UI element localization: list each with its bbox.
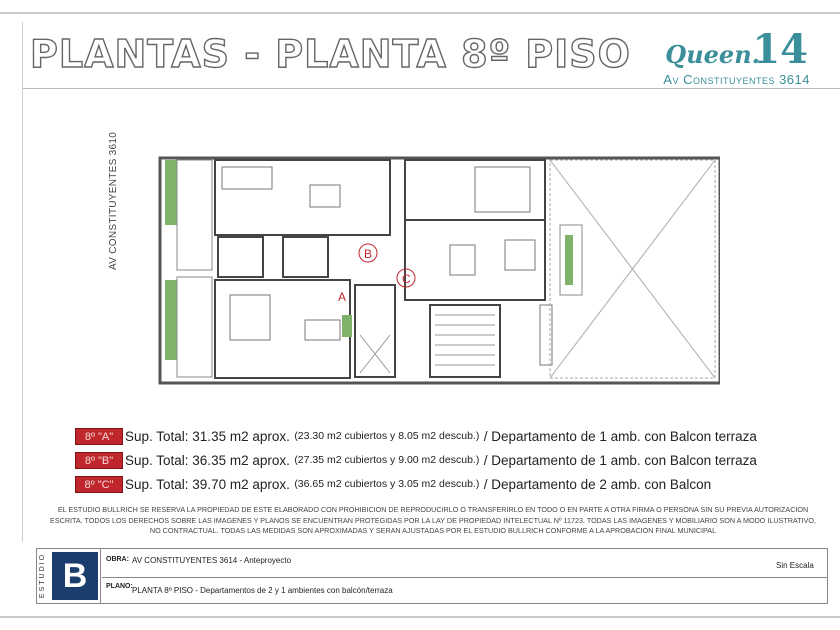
scale-label: Sin Escala	[776, 561, 814, 570]
plant-c	[565, 235, 573, 285]
unit-description: / Departamento de 1 amb. con Balcon terraza	[483, 452, 757, 468]
bottom-border	[0, 616, 840, 618]
obra-label: OBRA:	[106, 556, 129, 563]
balcony-b	[177, 277, 212, 377]
elevator-core	[355, 285, 395, 377]
unit-row-b	[75, 449, 775, 471]
unit-label-a: A	[338, 290, 347, 304]
estudio-text: ESTUDIO	[39, 552, 47, 599]
table-a	[305, 320, 340, 340]
bed-c	[475, 167, 530, 212]
stair-treads	[435, 315, 495, 365]
bath-1	[218, 237, 263, 277]
brand-logo	[660, 26, 810, 90]
street-label: AV CONSTITUYENTES 3610	[108, 131, 119, 270]
balcony-a	[177, 160, 212, 270]
unit-row-a	[75, 425, 775, 447]
plano-label: PLANO:	[106, 583, 133, 590]
obra-value: AV CONSTITUYENTES 3614 - Anteproyecto	[132, 556, 292, 565]
page-title: PLANTAS - PLANTA 8º PISO	[30, 32, 631, 76]
unit-label-b: B	[364, 247, 373, 261]
plant-a	[342, 315, 352, 337]
unit-b-living	[215, 160, 390, 235]
unit-description: / Departamento de 1 amb. con Balcon terraza	[483, 428, 757, 444]
unit-row-c	[75, 473, 775, 495]
bath-2	[283, 237, 328, 277]
legal-disclaimer: EL ESTUDIO BULLRICH SE RESERVA LA PROPIEDAD DE ESTE ELABORADO CON PROHIBICION DE REPRODUCIRLO O TRANSFERIRLO EN TODO O EN PARTE A OTRA FIRMA O PERSONA SIN SU PREVIA AUTORIZACION ESCRITA. TODOS LOS DERECHOS SOBRE LAS IMAGENES Y PLANOS SE ENCUENTRAN PROTEGIDAS POR LA LAY DE PROPIEDAD INTELECTUAL Nº 11723. TODAS LAS IMAGENES Y MOBILIARIO SON A MODO ILUSTRATIVO, NO CONTRACTUAL. TODAS LAS MEDIDAS SON APROXIMADAS Y SERAN AJUSTADAS POR EL ESTUDIO BULLRICH CONFORME A LA APROBACION FINAL MUNICIPAL	[50, 505, 816, 535]
estudio-label	[38, 552, 48, 602]
bed-a	[230, 295, 270, 340]
logo-number: 14	[752, 26, 808, 73]
plano-value: PLANTA 8º PISO - Departamentos de 2 y 1 ambientes con balcón/terraza	[132, 586, 393, 595]
studio-logo: B	[52, 552, 98, 600]
unit-badge: 8º "B"	[75, 452, 123, 469]
title-block-divider-v	[100, 548, 101, 604]
unit-description: / Departamento de 2 amb. con Balcon	[483, 476, 712, 492]
floor-plan-drawing	[110, 155, 720, 385]
unit-detail: (36.65 m2 cubiertos y 3.05 m2 descub.)	[294, 478, 480, 490]
unit-label-c: C	[402, 272, 411, 286]
unit-badge: 8º "A"	[75, 428, 123, 445]
unit-badge: 8º "C"	[75, 476, 123, 493]
unit-total: Sup. Total: 31.35 m2 aprox.	[125, 428, 290, 444]
unit-detail: (27.35 m2 cubiertos y 9.00 m2 descub.)	[294, 454, 480, 466]
balcony-planter-top	[165, 160, 177, 225]
unit-total: Sup. Total: 39.70 m2 aprox.	[125, 476, 290, 492]
unit-detail: (23.30 m2 cubiertos y 8.05 m2 descub.)	[294, 430, 480, 442]
logo-name: Queen.	[665, 40, 760, 69]
table-c	[450, 245, 475, 275]
title-block-divider-h	[102, 577, 828, 578]
unit-total: Sup. Total: 36.35 m2 aprox.	[125, 452, 290, 468]
stairs	[430, 305, 500, 377]
floor-plan	[110, 155, 720, 385]
balcony-planter-bottom	[165, 280, 177, 360]
top-border	[0, 12, 840, 14]
left-margin-rule	[22, 22, 23, 542]
table-b	[310, 185, 340, 207]
sofa-c	[505, 240, 535, 270]
building-outline	[160, 158, 720, 383]
unit-summary	[75, 425, 775, 497]
sofa-b	[222, 167, 272, 189]
logo-address: Av Constituyentes 3614	[663, 72, 810, 87]
